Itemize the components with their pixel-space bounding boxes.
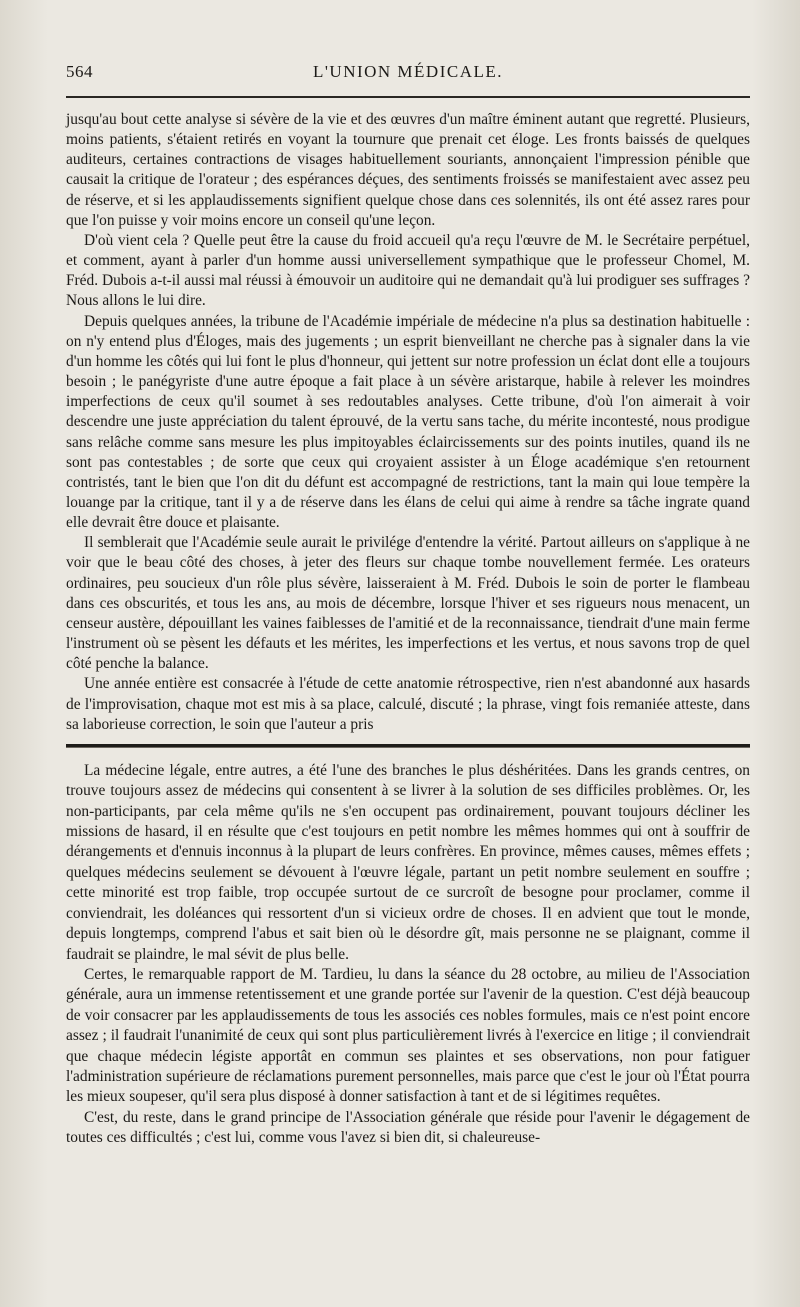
page-number: 564 — [66, 62, 93, 81]
paragraph: jusqu'au bout cette analyse si sévère de la vie et des œuvres d'un maître éminent autant que regretté. Plusieurs, moins patients, s'étaient retirés en voyant la tournure que prenait cet éloge. Les fronts baissés de quelques auditeurs, certaines contractions de visages habituellement souriants, annonçaient l'impression pénible que causait la critique de l'orateur ; des espérances déçues, des sentiments froissés se manifestaient avec assez peu de réserve, et si les applaudissements signifient quelque chose dans ces solennités, ils ont été assez rares pour que l'on puisse y voir moins encore un conseil qu'une leçon. — [66, 111, 750, 229]
footnote-paragraph: Certes, le remarquable rapport de M. Tardieu, lu dans la séance du 28 octobre, au milieu de l'Association générale, aura un immense retentissement et une grande portée sur l'avenir de la question. C'est déjà beaucoup de voir consacrer par les applaudissements de tous les associés ces nobles formules, mais ce n'est point encore assez ; il faudrait l'unanimité de ceux qui sont plus particulièrement livrés à l'exercice en litige ; il conviendrait que chaque médecin légiste apportât en commun ses plaintes et ses observations, non pour fatiguer l'administration supérieure de réclamations purement personnelles, mais parce que c'est le jour où l'État pourra les mieux soupeser, qu'il sera plus disposé à donner satisfaction à tant et de si légitimes requêtes. — [66, 965, 750, 1106]
footnote-text — [66, 761, 750, 1149]
footnote-separator — [66, 744, 750, 748]
footnote-paragraph: C'est, du reste, dans le grand principe de l'Association générale que réside pour l'avenir le dégagement de toutes ces difficultés ; c'est lui, comme vous l'avez si bien dit, si chaleureuse- — [66, 1108, 750, 1147]
paragraph: Il semblerait que l'Académie seule aurait le privilége d'entendre la vérité. Partout ailleurs on s'applique à ne voir que le beau côté des choses, à jeter des fleurs sur chaque tombe nouvellement fermée. Les orateurs ordinaires, peu soucieux d'un rôle plus sévère, laisseraient à M. Fréd. Dubois le soin de porter le flambeau dans ces obscurités, et tous les ans, au mois de décembre, lorsque l'hiver et ses rigueurs nous menacent, un censeur austère, dépouillant les vaines faiblesses de l'amitié et de la reconnaissance, tiendrait d'une main ferme l'instrument où se pèsent les défauts et les mérites, les imperfections et les vertus, et nous savons trop de quel côté penche la balance. — [66, 534, 750, 673]
main-text — [66, 110, 750, 735]
paragraph: Une année entière est consacrée à l'étude de cette anatomie rétrospective, rien n'est abandonné aux hasards de l'improvisation, chaque mot est mis à sa place, calculé, discuté ; la phrase, vingt fois remaniée atteste, dans sa laborieuse correction, le soin que l'auteur a pris — [66, 675, 750, 733]
paragraph: Depuis quelques années, la tribune de l'Académie impériale de médecine n'a plus sa destination habituelle : on n'y entend plus d'Éloges, mais des jugements ; un esprit bienveillant ne cherche pas à signaler dans la vie d'un homme les côtés qui lui font le plus d'honneur, qui jettent sur notre profession un éclat dont elle a toujours besoin ; le panégyriste d'une autre époque a fait place à un sévère aristarque, habile à relever les moindres imperfections de ceux qu'il soumet à ses redoutables analyses. Cette tribune, d'où l'on aimerait à voir descendre une juste appréciation du talent éprouvé, de la vertu sans tache, du mérite incontesté, nous prodigue sans relâche comme sans mesure les plus impitoyables éclaircissements sur des points inutiles, quand ils ne sont pas contestables ; de sorte que ceux qui croyaient assister à un Éloge académique s'en retournent contristés, tant le bien que l'on dit du défunt est accompagné de restrictions, tant la main qui loue tempère la louange par la critique, tant il y a de réserve dans les élans de celui qui aime à rendre sa tâche ingrate quand elle devrait être douce et plaisante. — [66, 312, 750, 532]
footnote-paragraph: La médecine légale, entre autres, a été l'une des branches le plus déshéritées. Dans les grands centres, on trouve toujours assez de médecins qui consentent à se livrer à la solution de ses difficiles problèmes. Or, les non-participants, par cela même qu'ils ne s'en occupent pas ordinairement, pouvant toujours décliner les missions de hasard, il en résulte que c'est toujours en petit nombre les mêmes hommes qui ont à souffrir de dérangements et d'ennuis inconnus à la plupart de leurs confrères. En province, mêmes causes, mêmes effets ; quelques médecins seulement se dévouent à l'œuvre légale, partant un petit nombre seulement en souffre ; cette minorité est trop faible, trop occupée surtout de ce surcroît de besogne pour proclamer, comme il conviendrait, les doléances qui ressortent d'un si vicieux ordre de choses. Il en advient que tout le monde, depuis longtemps, comprend l'abus et sait bien où le désordre gît, mais personne ne se plaignant, comme il faudrait se plaindre, le mal sévit de plus belle. — [66, 761, 750, 963]
page-header — [66, 62, 750, 86]
paragraph: D'où vient cela ? Quelle peut être la cause du froid accueil qu'a reçu l'œuvre de M. le Secrétaire perpétuel, et comment, ayant à parler d'un homme aussi universellement sympathique que le professeur Chomel, M. Fréd. Dubois a-t-il aussi mal réussi à émouvoir un auditoire qui ne demandait qu'à lui prodiguer ses suffrages ? Nous allons le lui dire. — [66, 231, 750, 310]
running-title: L'UNION MÉDICALE. — [312, 62, 504, 81]
header-rule — [66, 96, 750, 98]
